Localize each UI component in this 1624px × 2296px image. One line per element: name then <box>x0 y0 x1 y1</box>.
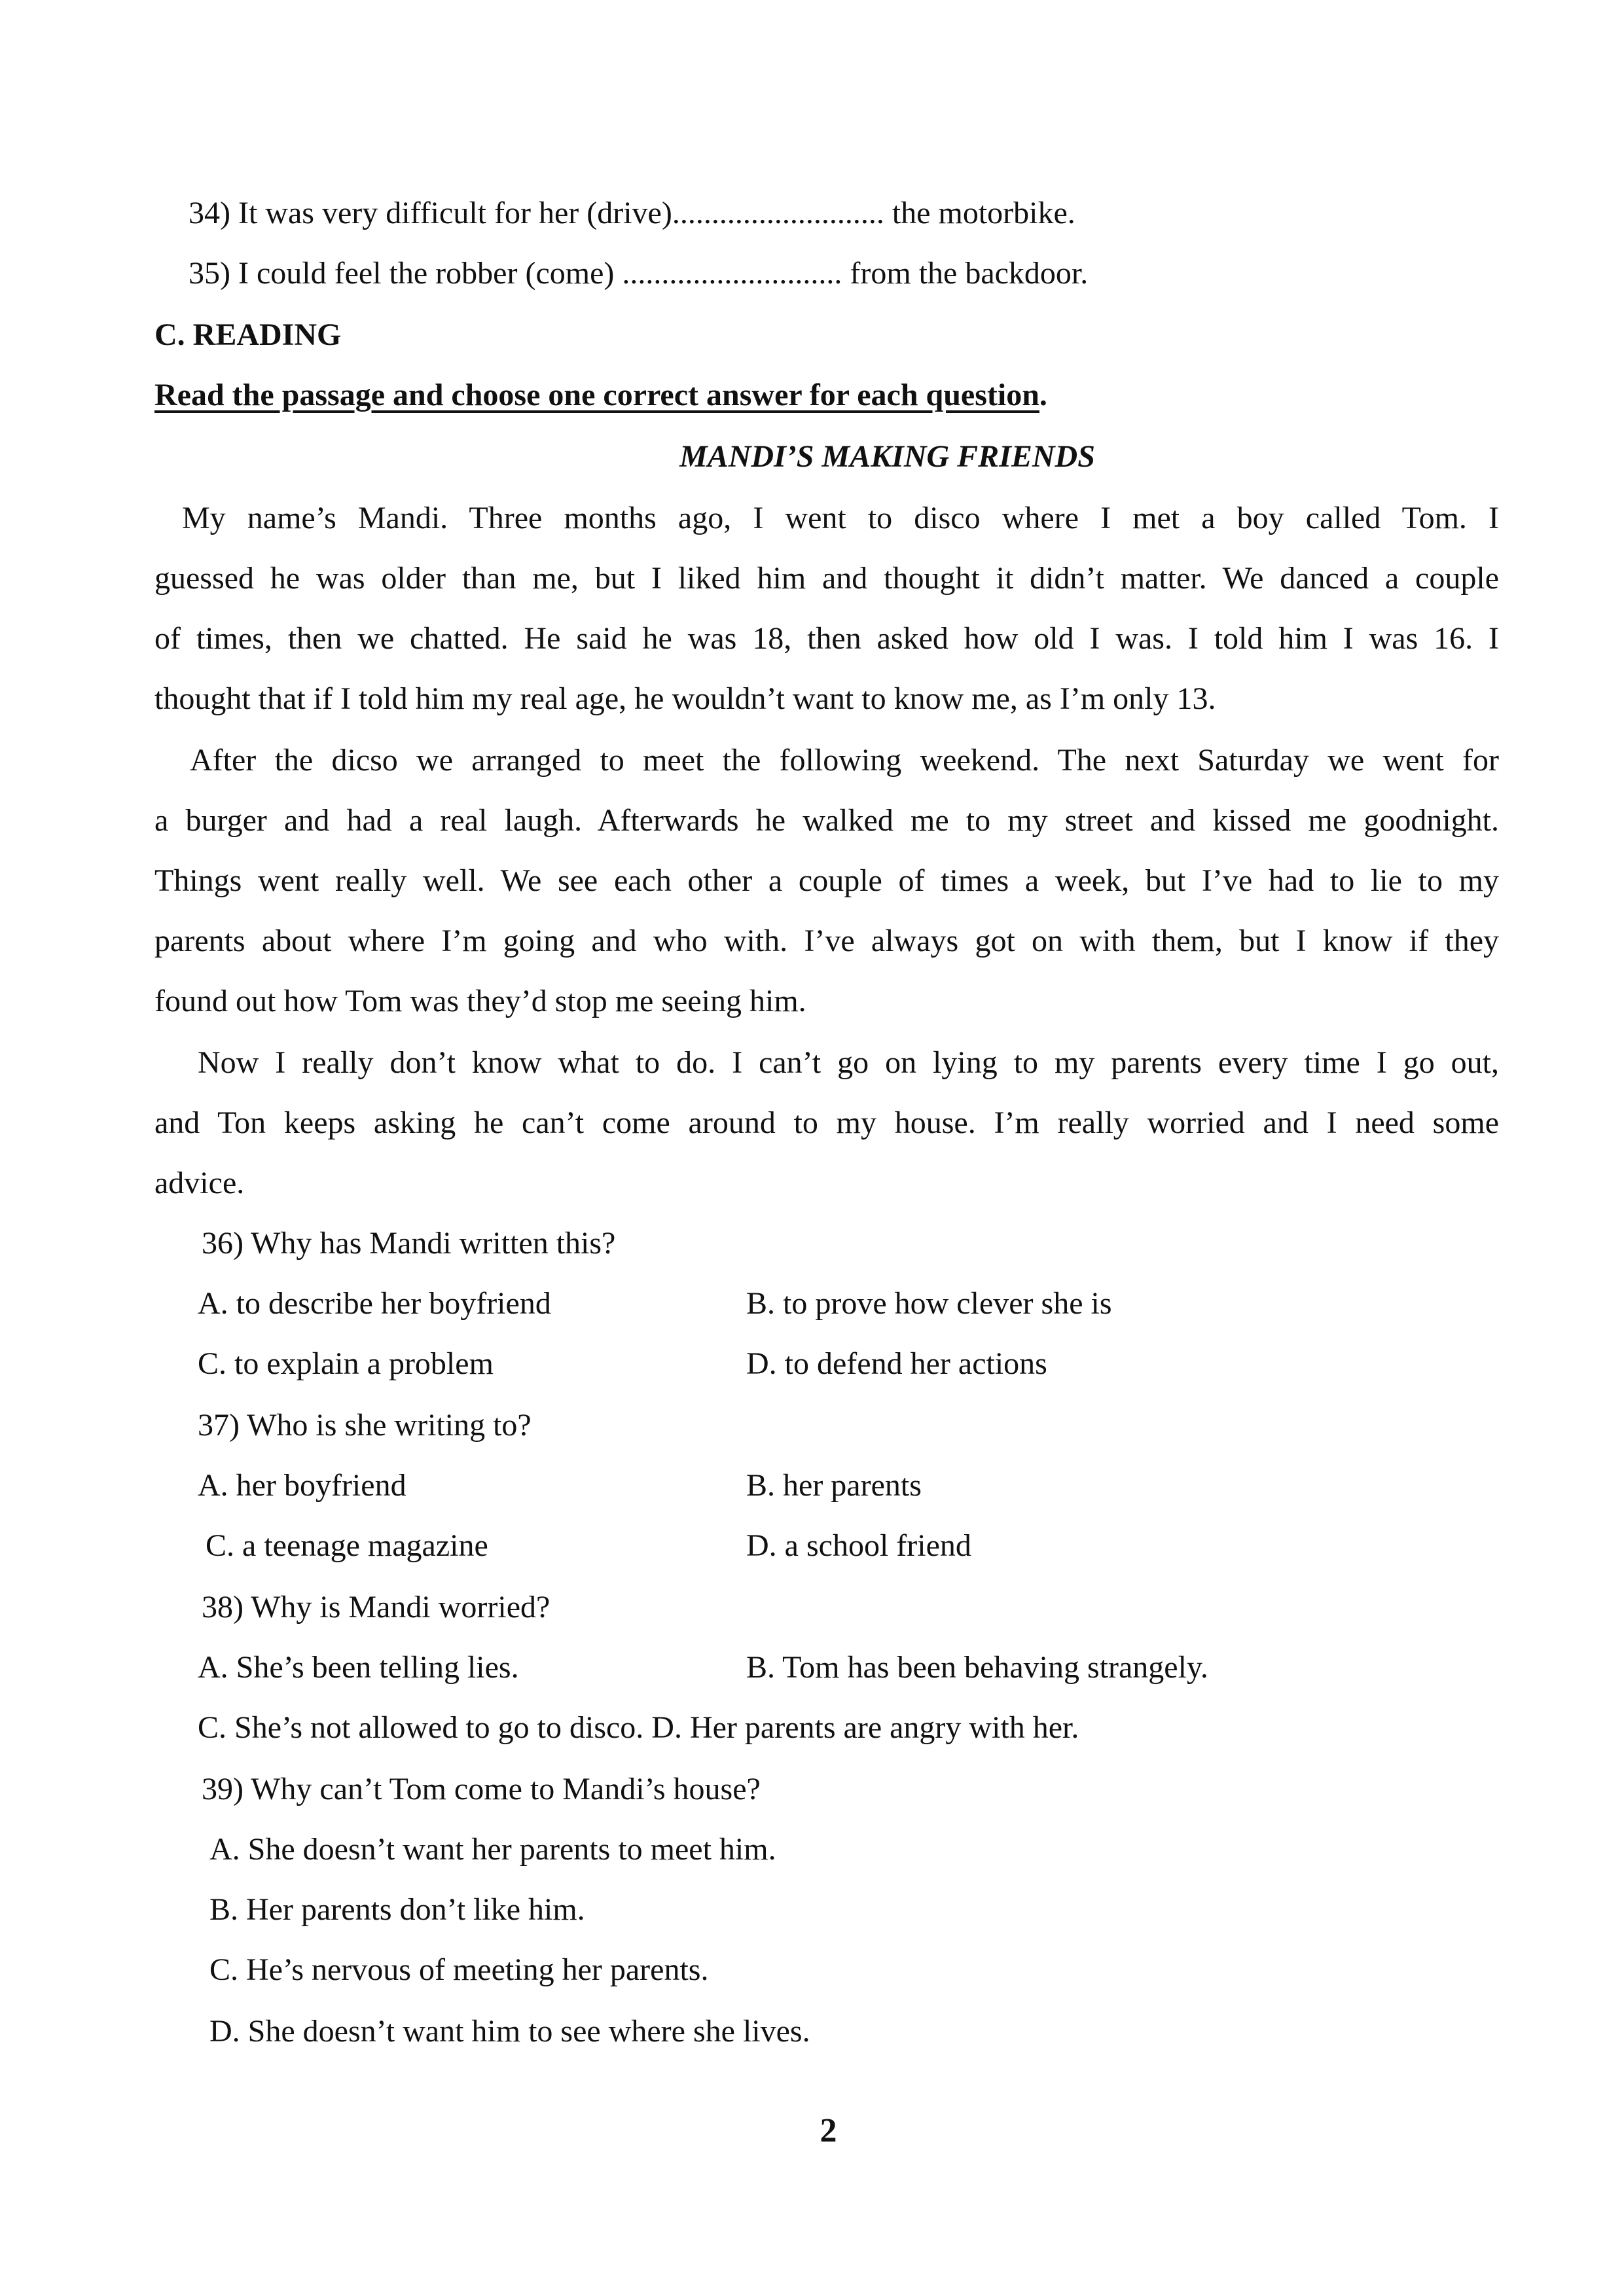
section-heading: C. READING <box>154 317 342 352</box>
question-39-stem: 39) Why can’t Tom come to Mandi’s house? <box>202 1772 761 1806</box>
question-text-end: from the backdoor. <box>850 256 1089 291</box>
instruction-text: Read the passage and choose one correct answer for each question <box>154 378 1039 412</box>
question-35 <box>189 255 1088 292</box>
passage-line: of times, then we chatted. He said he was 18, then asked how old I was. I told him I was 16. I <box>154 621 1499 656</box>
instruction-period: . <box>1039 378 1047 412</box>
section-instruction <box>154 377 1047 414</box>
option-d: D. to defend her actions <box>746 1346 1047 1381</box>
option-c: C. a teenage magazine <box>206 1528 488 1563</box>
passage-line: found out how Tom was they’d stop me seeing him. <box>154 984 806 1018</box>
option-b: B. Tom has been behaving strangely. <box>746 1650 1208 1685</box>
option-a: A. to describe her boyfriend <box>198 1286 551 1321</box>
passage-line: guessed he was older than me, but I liked him and thought it didn’t matter. We danced a couple <box>154 561 1499 596</box>
option-a: A. She doesn’t want her parents to meet him. <box>209 1832 776 1867</box>
question-38-stem: 38) Why is Mandi worried? <box>202 1590 550 1624</box>
question-text-end: the motorbike. <box>892 196 1075 230</box>
option-b: B. her parents <box>746 1468 922 1503</box>
option-c: C. He’s nervous of meeting her parents. <box>209 1952 709 1987</box>
passage-line: and Ton keeps asking he can’t come around to my house. I’m really worried and I need some <box>154 1105 1499 1140</box>
passage-line: thought that if I told him my real age, he wouldn’t want to know me, as I’m only 13. <box>154 681 1216 716</box>
option-d: D. a school friend <box>746 1528 971 1563</box>
passage-title: MANDI’S MAKING FRIENDS <box>679 439 1095 474</box>
option-b: B. to prove how clever she is <box>746 1286 1112 1321</box>
option-a: A. her boyfriend <box>198 1468 406 1503</box>
option-a: A. She’s been telling lies. <box>198 1650 519 1685</box>
answer-blank: ........................... <box>672 196 884 230</box>
option-c: C. to explain a problem <box>198 1346 494 1381</box>
passage-line: advice. <box>154 1166 245 1200</box>
passage-line: parents about where I’m going and who with. I’ve always got on with them, but I know if they <box>154 924 1499 958</box>
passage-line: Now I really don’t know what to do. I can’t go on lying to my parents every time I go out, <box>198 1045 1499 1080</box>
passage-line: After the dicso we arranged to meet the following weekend. The next Saturday we went for <box>190 743 1499 778</box>
question-number: 35) <box>189 256 230 291</box>
passage-line: My name’s Mandi. Three months ago, I went to disco where I met a boy called Tom. I <box>182 501 1499 535</box>
question-36-stem: 36) Why has Mandi written this? <box>202 1226 616 1261</box>
option-b: B. Her parents don’t like him. <box>209 1892 585 1927</box>
question-text: It was very difficult for her (drive) <box>238 196 672 230</box>
answer-blank: ............................ <box>622 256 842 291</box>
passage-line: a burger and had a real laugh. Afterwards he walked me to my street and kissed me goodnight. <box>154 803 1499 838</box>
question-34 <box>189 195 1075 232</box>
option-d: D. She doesn’t want him to see where she lives. <box>209 2014 810 2049</box>
option-c-d: C. She’s not allowed to go to disco. D. Her parents are angry with her. <box>198 1710 1079 1745</box>
page-number: 2 <box>820 2112 837 2149</box>
passage-line: Things went really well. We see each other a couple of times a week, but I’ve had to lie to my <box>154 863 1499 898</box>
question-37-stem: 37) Who is she writing to? <box>198 1408 532 1443</box>
question-number: 34) <box>189 196 230 230</box>
question-text: I could feel the robber (come) <box>238 256 615 291</box>
